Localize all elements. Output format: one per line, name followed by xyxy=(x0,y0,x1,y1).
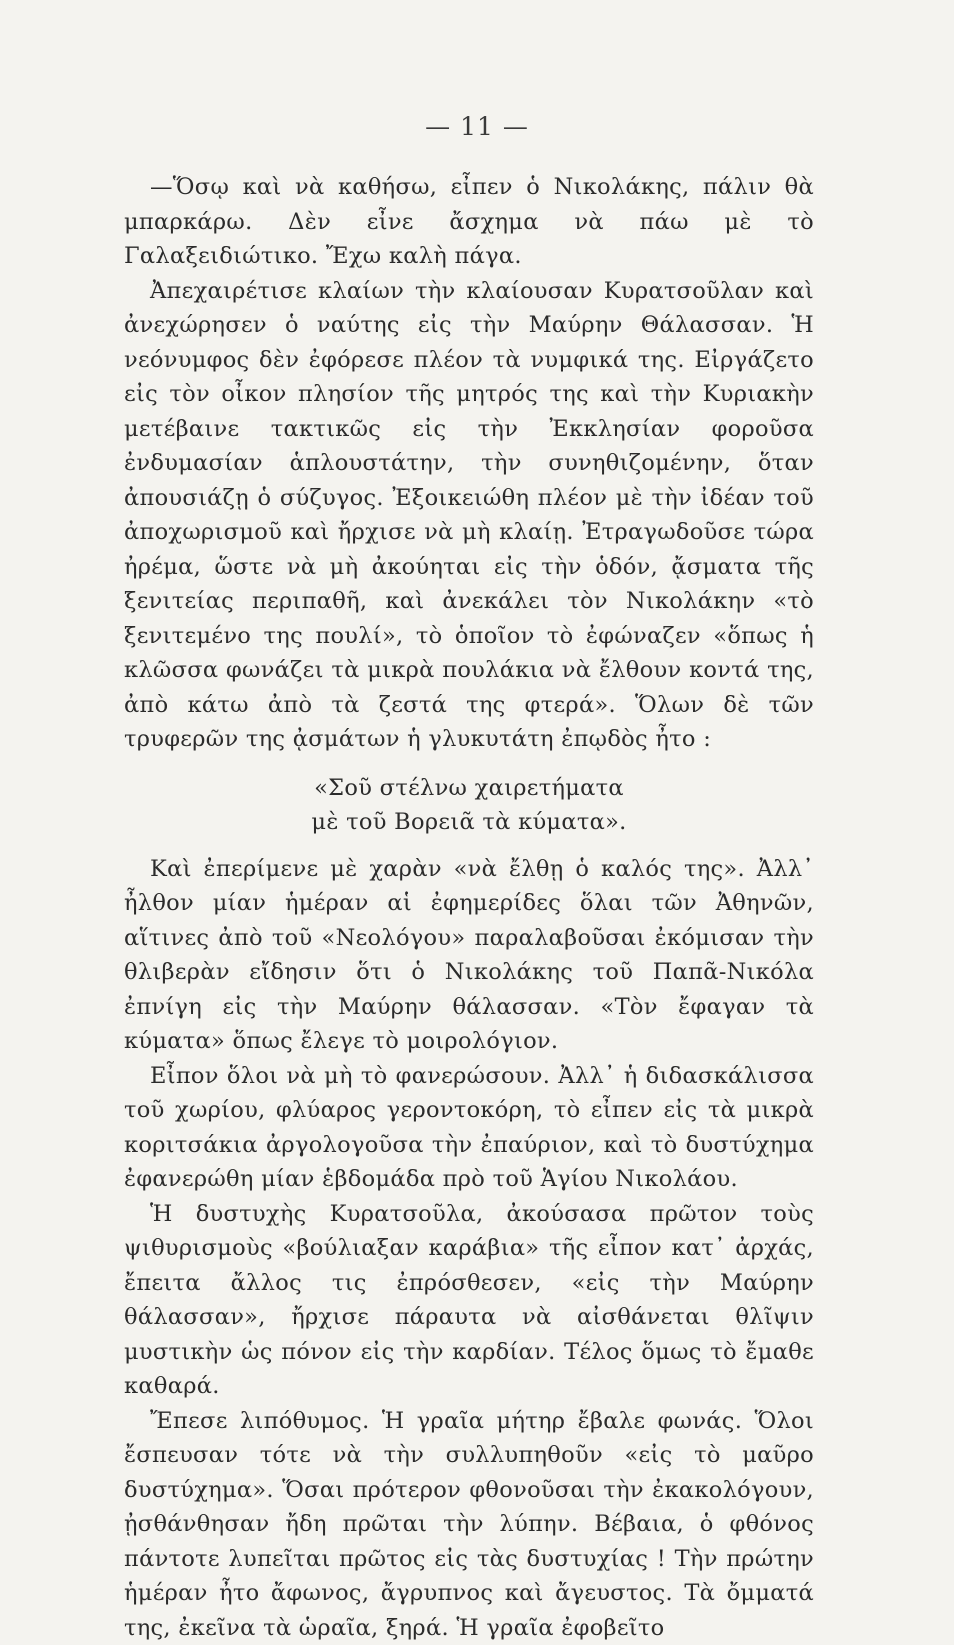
paragraph: Καὶ ἐπερίμενε μὲ χαρὰν «νὰ ἔλθῃ ὁ καλός της». Ἀλλ᾿ ἦλθον μίαν ἡμέραν αἱ ἐφημερίδες ὅλαι τῶν Ἀθηνῶν, αἵτινες ἀπὸ τοῦ «Νεολόγου» παραλαβοῦσαι ἐκόμισαν τὴν θλιβερὰν εἴδησιν ὅτι ὁ Νικολάκης τοῦ Παπᾶ-Νικόλα ἐπνίγη εἰς τὴν Μαύρην θάλασσαν. «Τὸν ἔφαγαν τὰ κύματα» ὅπως ἔλεγε τὸ μοιρολόγιον. xyxy=(124,852,814,1059)
verse-quote xyxy=(124,771,814,840)
paragraph: Ἀπεχαιρέτισε κλαίων τὴν κλαίουσαν Κυρατσοῦλαν καὶ ἀνεχώρησεν ὁ ναύτης εἰς τὴν Μαύρην Θάλασσαν. Ἡ νεόνυμφος δὲν ἐφόρεσε πλέον τὰ νυμφικά της. Εἰργάζετο εἰς τὸν οἶκον πλησίον τῆς μητρός της καὶ τὴν Κυριακὴν μετέβαινε τακτικῶς εἰς τὴν Ἐκκλησίαν φοροῦσα ἐνδυμασίαν ἁπλουστάτην, τὴν συνηθιζομένην, ὅταν ἀπουσιάζῃ ὁ σύζυγος. Ἐξοικειώθη πλέον μὲ τὴν ἰδέαν τοῦ ἀποχωρισμοῦ καὶ ἤρχισε νὰ μὴ κλαίῃ. Ἐτραγωδοῦσε τώρα ἠρέμα, ὥστε νὰ μὴ ἀκούηται εἰς τὴν ὁδόν, ᾄσματα τῆς ξενιτείας περιπαθῆ, καὶ ἀνεκάλει τὸν Νικολάκην «τὸ ξενιτεμένο της πουλί», τὸ ὁποῖον τὸ ἐφώναζεν «ὅπως ἡ κλῶσσα φωνάζει τὰ μικρὰ πουλάκια νὰ ἔλθουν κοντά της, ἀπὸ κάτω ἀπὸ τὰ ζεστά της φτερά». Ὅλων δὲ τῶν τρυφερῶν της ᾀσμάτων ἡ γλυκυτάτη ἐπῳδὸς ἦτο : xyxy=(124,274,814,757)
paragraph: —Ὅσῳ καὶ νὰ καθήσω, εἶπεν ὁ Νικολάκης, πάλιν θὰ μπαρκάρω. Δὲν εἶνε ἄσχημα νὰ πάω μὲ τὸ Γαλαξειδιώτικο. Ἔχω καλὴ πάγα. xyxy=(124,170,814,274)
body-text xyxy=(124,170,814,1645)
page-number: — 11 — xyxy=(0,112,954,141)
paragraph: Ἡ δυστυχὴς Κυρατσοῦλα, ἀκούσασα πρῶτον τοὺς ψιθυρισμοὺς «βούλιαξαν καράβια» τῆς εἶπον κατ᾿ ἀρχάς, ἔπειτα ἄλλος τις ἐπρόσθεσεν, «εἰς τὴν Μαύρην θάλασσαν», ἤρχισε πάραυτα νὰ αἰσθάνεται θλῖψιν μυστικὴν ὡς πόνον εἰς τὴν καρδίαν. Τέλος ὅμως τὸ ἔμαθε καθαρά. xyxy=(124,1197,814,1404)
paragraph: Εἶπον ὅλοι νὰ μὴ τὸ φανερώσουν. Ἀλλ᾿ ἡ διδασκάλισσα τοῦ χωρίου, φλύαρος γεροντοκόρη, τὸ εἶπεν εἰς τὰ μικρὰ κοριτσάκια ἀργολογοῦσα τὴν ἐπαύριον, καὶ τὸ δυστύχημα ἐφανερώθη μίαν ἑβδομάδα πρὸ τοῦ Ἁγίου Νικολάου. xyxy=(124,1059,814,1197)
verse-line: μὲ τοῦ Βορειᾶ τὰ κύματα». xyxy=(124,805,814,840)
paragraph: Ἔπεσε λιπόθυμος. Ἡ γραῖα μήτηρ ἔβαλε φωνάς. Ὅλοι ἔσπευσαν τότε νὰ τὴν συλλυπηθοῦν «εἰς τὸ μαῦρο δυστύχημα». Ὅσαι πρότερον φθονοῦσαι τὴν ἐκακολόγουν, ᾐσθάνθησαν ἤδη πρῶται τὴν λύπην. Βέβαια, ὁ φθόνος πάντοτε λυπεῖται πρῶτος εἰς τὰς δυστυχίας ! Τὴν πρώτην ἡμέραν ἦτο ἄφωνος, ἄγρυπνος καὶ ἄγευστος. Τὰ ὄμματά της, ἐκεῖνα τὰ ὡραῖα, ξηρά. Ἡ γραῖα ἐφοβεῖτο xyxy=(124,1404,814,1645)
verse-line: «Σοῦ στέλνω χαιρετήματα xyxy=(124,771,814,806)
